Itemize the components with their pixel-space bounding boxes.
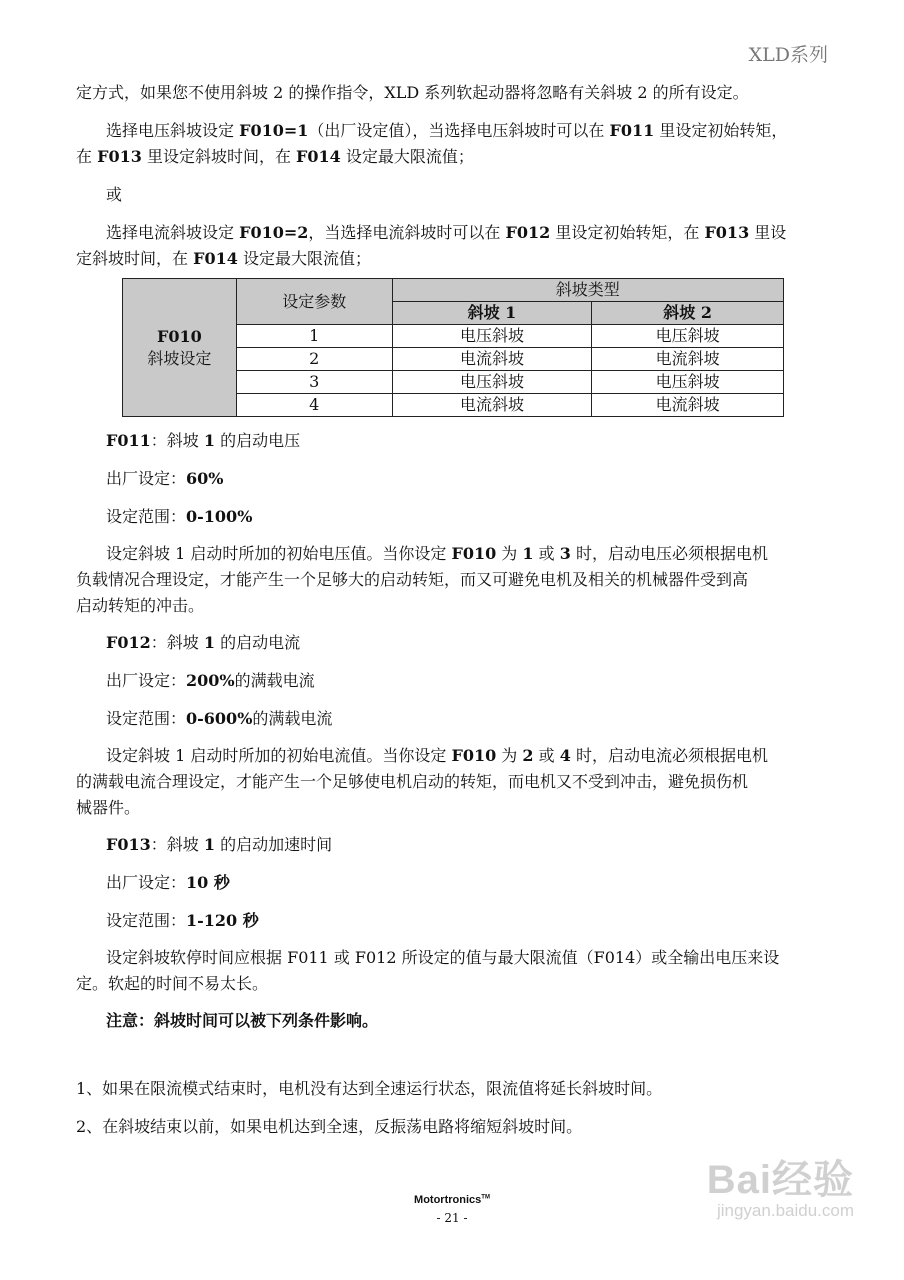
f013-desc-line1 [106,945,779,971]
cell-ramp1: 电流斜坡 [392,348,592,371]
footer-tm: TM [481,1194,490,1201]
text-run: 里设定初始转矩，在 [550,223,705,242]
paragraph-current-ramp-line1 [106,220,786,246]
text-run: 时，启动电压必须根据电机 [570,544,768,563]
f012-default [106,668,315,694]
f013-desc-line2 [76,971,268,997]
text-run: F010 [451,544,497,563]
text-run: 0-100% [186,507,253,526]
param-name: F010 [157,326,202,346]
text-run: 的启动加速时间 [215,835,333,854]
text-run: F012 [505,223,551,242]
text-run: 出厂设定： [106,873,187,892]
cell-setting: 4 [236,394,392,417]
text-run: 时，启动电流必须根据电机 [570,746,768,765]
f013-range [106,908,259,934]
paragraph-voltage-ramp-line2 [76,144,474,170]
text-run: 或 [533,544,560,563]
text-run: F013 [106,835,151,854]
text-run: 的满载电流 [234,671,315,690]
text-run: 为 [496,746,523,765]
f011-range [106,504,252,530]
text-run: 0-600% [186,709,253,728]
f011-desc-line1 [106,541,768,567]
text-run: ：斜坡 [150,633,204,652]
ramp-settings-table [122,278,784,417]
text-run: 选择电流斜坡设定 [106,223,240,242]
text-run: 设定范围： [106,709,187,728]
text-run: 里设定斜坡时间，在 [141,147,297,166]
list-item-1 [76,1076,662,1102]
text-run: F014 [193,249,238,268]
text-run: 负载情况合理设定，才能产生一个足够大的启动转矩，而又可避免电机及相关的机械器件受到高 [76,570,749,589]
text-run: 定。软起的时间不易太长。 [76,974,269,993]
text-run: 在 [76,147,98,166]
text-run: F010 [451,746,497,765]
text-run: 的满载电流 [252,709,333,728]
text-run: 里设 [749,223,787,242]
f011-desc-line3 [76,593,204,619]
text-run: F014 [296,147,341,166]
text-run: 注意：斜坡时间可以被下列条件影响。 [106,1011,379,1030]
text-run: 设定范围： [106,911,187,930]
footer-brand-name: Motortronics [414,1194,482,1206]
text-run: 定方式，如果您不使用斜坡 2 的操作指令，XLD 系列软起动器将忽略有关斜坡 2 的所有设定。 [76,83,749,102]
col-header-ramp2: 斜坡 2 [592,302,784,325]
cell-setting: 3 [236,371,392,394]
text-run: 1-120 秒 [186,911,259,930]
text-run: 4 [559,746,571,765]
text-run: 的启动电流 [215,633,301,652]
page-number: - 21 - [436,1211,468,1225]
text-run: 1 [203,835,215,854]
f011-title [106,428,300,454]
text-run: 里设定初始转矩， [654,121,788,140]
text-run: F011 [609,121,655,140]
watermark-url: jingyan.baidu.com [716,1201,854,1220]
list-item-2 [76,1114,582,1140]
col-header-ramp-type: 斜坡类型 [392,279,783,302]
text-run: 设定最大限流值； [340,147,474,166]
f012-desc-line1 [106,743,768,769]
text-run: F010=2 [239,223,309,242]
text-run: 1 [522,544,534,563]
f011-desc-line2 [76,567,748,593]
text-run: 设定斜坡 1 启动时所加的初始电流值。当你设定 [106,746,452,765]
text-run: ，当选择电流斜坡时可以在 [308,223,506,242]
f013-default [106,870,230,896]
text-run: 2 [522,746,534,765]
text-run: 出厂设定： [106,469,187,488]
text-run: 的启动电压 [215,431,301,450]
text-run: 2、在斜坡结束以前，如果电机达到全速，反振荡电路将缩短斜坡时间。 [76,1117,583,1136]
cell-setting: 2 [236,348,392,371]
watermark-logo: Bai经验 [706,1158,854,1202]
text-run: 1 [203,431,215,450]
or-text: 或 [106,185,123,204]
cell-ramp2: 电流斜坡 [592,348,784,371]
note-heading [106,1008,378,1034]
cell-setting: 1 [236,325,392,348]
param-cell [123,279,237,417]
cell-ramp2: 电流斜坡 [592,394,784,417]
page-header: XLD系列 [748,44,828,66]
f012-range [106,706,332,732]
text-run: 选择电压斜坡设定 [106,121,240,140]
cell-ramp1: 电压斜坡 [392,325,592,348]
paragraph-current-ramp-line2 [76,246,371,272]
text-run: （出厂设定值），当选择电压斜坡时可以在 [308,121,610,140]
f012-desc-line3 [76,795,140,821]
param-desc: 斜坡设定 [147,348,212,368]
text-run: 10 秒 [186,873,230,892]
f013-title [106,832,332,858]
paragraph-continuation [76,80,749,106]
text-run: 为 [496,544,523,563]
text-run: ：斜坡 [150,835,204,854]
footer-brand [0,1194,904,1206]
text-run: 械器件。 [76,798,141,817]
cell-ramp2: 电压斜坡 [592,325,784,348]
f011-default [106,466,223,492]
text-run: 设定斜坡 1 启动时所加的初始电压值。当你设定 [106,544,452,563]
cell-ramp2: 电压斜坡 [592,371,784,394]
text-run: F013 [704,223,750,242]
text-run: F011 [106,431,151,450]
col-header-ramp1: 斜坡 1 [392,302,592,325]
f012-title [106,630,300,656]
text-run: 设定最大限流值； [237,249,371,268]
text-run: F013 [97,147,142,166]
text-run: F010=1 [239,121,309,140]
text-run: 3 [559,544,571,563]
col-header-setting: 设定参数 [236,279,392,325]
text-run: 1 [203,633,215,652]
text-run: 出厂设定： [106,671,187,690]
text-run: F012 [106,633,151,652]
text-run: 1、如果在限流模式结束时，电机没有达到全速运行状态，限流值将延长斜坡时间。 [76,1079,663,1098]
cell-ramp1: 电压斜坡 [392,371,592,394]
text-run: 设定范围： [106,507,187,526]
text-run: 的满载电流合理设定，才能产生一个足够使电机启动的转矩，而电机又不受到冲击，避免损伤机 [76,772,749,791]
f012-desc-line2 [76,769,748,795]
text-run: 定斜坡时间，在 [76,249,194,268]
text-run: 设定斜坡软停时间应根据 F011 或 F012 所设定的值与最大限流值（F014）或全输出电压来设 [106,948,780,967]
text-run: 200% [186,671,235,690]
text-run: 或 [533,746,560,765]
text-run: ：斜坡 [150,431,204,450]
cell-ramp1: 电流斜坡 [392,394,592,417]
paragraph-voltage-ramp-line1 [106,118,787,144]
text-run: 60% [186,469,224,488]
text-run: 启动转矩的冲击。 [76,596,205,615]
